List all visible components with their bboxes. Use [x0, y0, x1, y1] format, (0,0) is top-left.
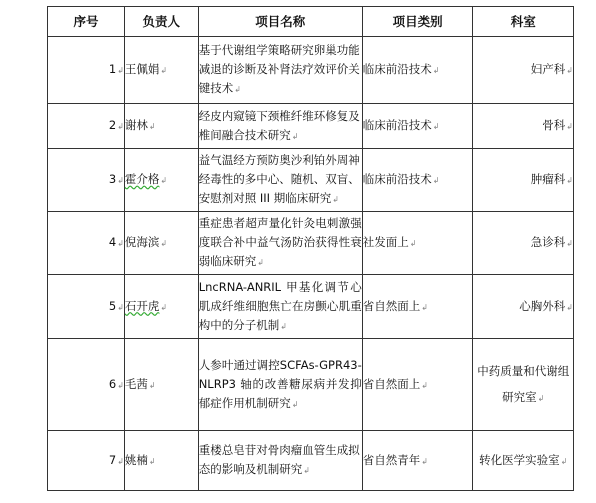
header-dept: 科室 [473, 7, 574, 37]
header-lead: 负责人 [124, 7, 198, 37]
table-header-row [48, 7, 574, 37]
row-no: 7↲ [48, 431, 125, 491]
table-row [48, 275, 574, 339]
table-row [48, 37, 574, 104]
row-project-type: 临床前沿技术↲ [362, 149, 473, 212]
table-row [48, 431, 574, 491]
row-project-name: 基于代谢组学策略研究卵巢功能减退的诊断及补肾法疗效评价关键技术↲ [198, 37, 362, 104]
row-dept: 急诊科↲ [473, 212, 574, 275]
row-dept: 中药质量和代谢组研究室↲ [473, 339, 574, 431]
table-row [48, 339, 574, 431]
row-project-type: 临床前沿技术↲ [362, 104, 473, 149]
header-no: 序号 [48, 7, 125, 37]
row-project-type: 临床前沿技术↲ [362, 37, 473, 104]
row-project-name: LncRNA-ANRIL 甲基化调节心肌成纤维细胞焦亡在房颤心肌重构中的分子机制↲ [198, 275, 362, 339]
row-no: 1↲ [48, 37, 125, 104]
row-project-type: 社发面上↲ [362, 212, 473, 275]
table-row [48, 149, 574, 212]
row-no: 3↲ [48, 149, 125, 212]
row-project-name: 人参叶通过调控SCFAs-GPR43-NLRP3 轴的改善糖尿病并发抑郁症作用机制研究↲ [198, 339, 362, 431]
row-lead: 倪海滨↲ [124, 212, 198, 275]
row-dept: 妇产科↲ [473, 37, 574, 104]
row-project-name: 重症患者超声量化针灸电刺激强度联合补中益气汤防治获得性衰弱临床研究↲ [198, 212, 362, 275]
header-name: 项目名称 [198, 7, 362, 37]
table-row [48, 212, 574, 275]
row-dept: 骨科↲ [473, 104, 574, 149]
project-table [47, 6, 574, 491]
row-lead: 霍介格↲ [124, 149, 198, 212]
row-lead: 谢林↲ [124, 104, 198, 149]
row-no: 5↲ [48, 275, 125, 339]
row-dept: 心胸外科↲ [473, 275, 574, 339]
row-dept: 肿瘤科↲ [473, 149, 574, 212]
row-project-type: 省自然面上↲ [362, 339, 473, 431]
table-row [48, 104, 574, 149]
row-no: 4↲ [48, 212, 125, 275]
row-dept: 转化医学实验室↲ [473, 431, 574, 491]
row-no: 2↲ [48, 104, 125, 149]
row-project-name: 经皮内窥镜下颈椎纤维环修复及椎间融合技术研究↲ [198, 104, 362, 149]
row-project-name: 重楼总皂苷对骨肉瘤血管生成拟态的影响及机制研究↲ [198, 431, 362, 491]
row-lead: 毛茜↲ [124, 339, 198, 431]
row-project-name: 益气温经方预防奥沙利铂外周神经毒性的多中心、随机、双盲、安慰剂对照 III 期临床研究↲ [198, 149, 362, 212]
row-lead: 姚楠↲ [124, 431, 198, 491]
row-project-type: 省自然青年↲ [362, 431, 473, 491]
header-type: 项目类别 [362, 7, 473, 37]
row-no: 6↲ [48, 339, 125, 431]
row-lead: 王佩娟↲ [124, 37, 198, 104]
row-project-type: 省自然面上↲ [362, 275, 473, 339]
row-lead: 石开虎↲ [124, 275, 198, 339]
